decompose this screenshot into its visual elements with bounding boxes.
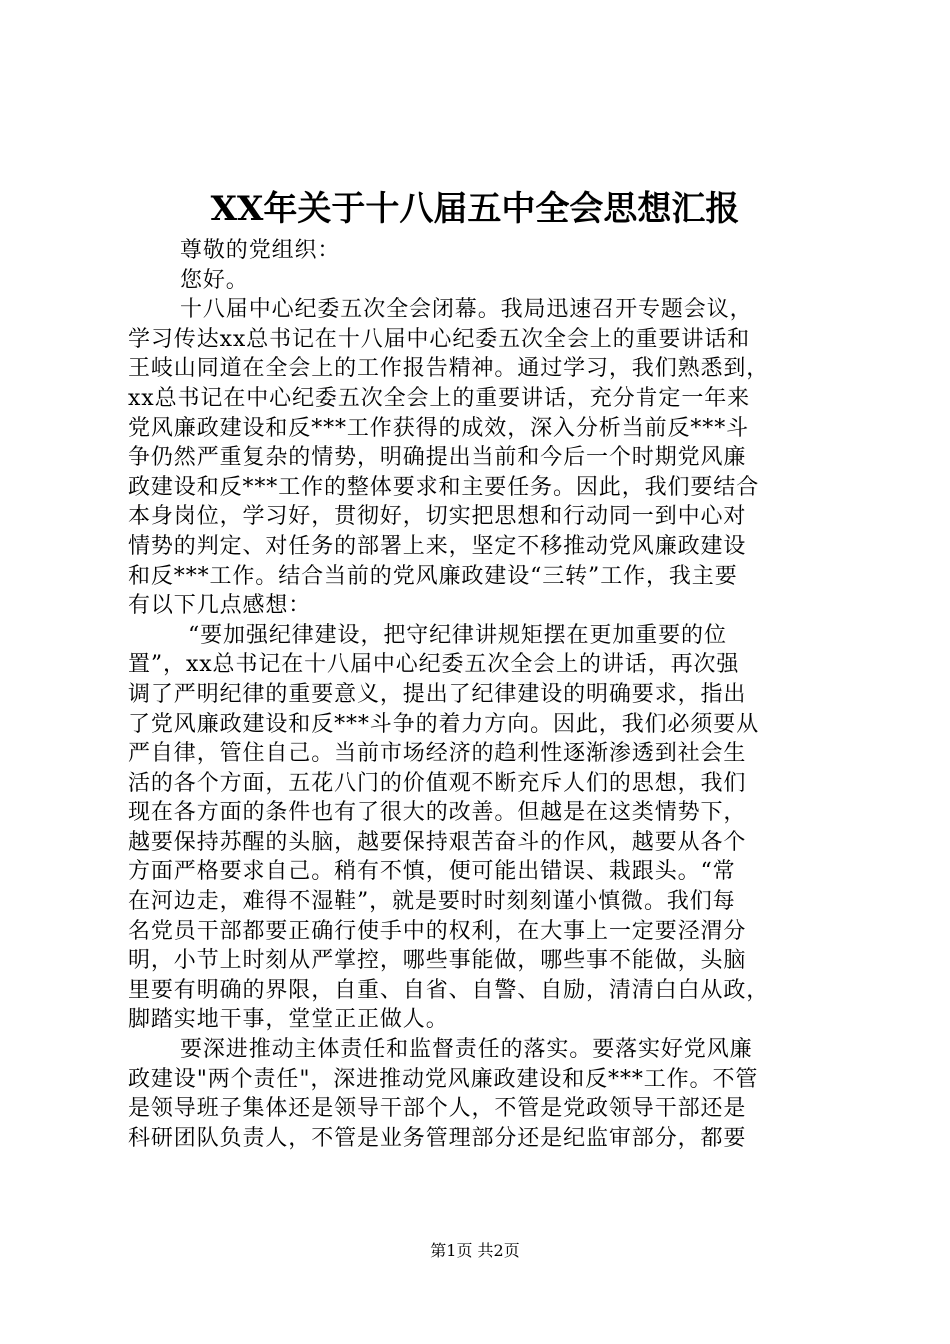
text-line: 王岐山同道在全会上的工作报告精神。通过学习，我们熟悉到， <box>128 356 770 382</box>
page-footer: 第1页 共2页 <box>430 1241 520 1260</box>
text-line: 了党风廉政建设和反***斗争的着力方向。因此，我们必须要从 <box>128 711 760 737</box>
text-line: 脚踏实地干事，堂堂正正做人。 <box>128 1007 449 1033</box>
document-body <box>128 236 830 1153</box>
text-line: 争仍然严重复杂的情势，明确提出当前和今后一个时期党风廉 <box>128 445 747 471</box>
text-line: 本身岗位，学习好，贯彻好，切实把思想和行动同一到中心对 <box>128 504 747 530</box>
document-title: XX年关于十八届五中全会思想汇报 <box>210 189 740 229</box>
text-line: 调了严明纪律的重要意义，提出了纪律建设的明确要求，指出 <box>128 681 747 707</box>
text-line: 名党员干部都要正确行使手中的权利，在大事上一定要泾渭分 <box>128 918 747 944</box>
text-line: 在河边走，难得不湿鞋”，就是要时时刻刻谨小慎微。我们每 <box>128 889 736 915</box>
text-line: xx总书记在中心纪委五次全会上的重要讲话，充分肯定一年来 <box>128 385 751 411</box>
text-line: 要深进推动主体责任和监督责任的落实。要落实好党风廉 <box>180 1037 753 1063</box>
text-line: 置”，xx总书记在十八届中心纪委五次全会上的讲话，再次强 <box>128 652 740 678</box>
text-line: 学习传达xx总书记在十八届中心纪委五次全会上的重要讲话和 <box>128 326 751 352</box>
paragraph <box>128 621 830 1035</box>
text-line: 严自律，管住自己。当前市场经济的趋利性逐渐渗透到社会生 <box>128 741 747 767</box>
paragraph <box>128 1035 830 1153</box>
text-line: “要加强纪律建设，把守纪律讲规矩摆在更加重要的位 <box>188 622 727 648</box>
text-line: 政建设和反***工作的整体要求和主要任务。因此，我们要结合 <box>128 474 760 500</box>
text-line: 明，小节上时刻从严掌控，哪些事能做，哪些事不能做，头脑 <box>128 948 747 974</box>
text-line: 活的各个方面，五花八门的价值观不断充斥人们的思想，我们 <box>128 770 747 796</box>
text-line: 越要保持苏醒的头脑，越要保持艰苦奋斗的作风，越要从各个 <box>128 829 747 855</box>
text-line: 有以下几点感想： <box>128 593 312 619</box>
text-line: 方面严格要求自己。稍有不慎，便可能出错误、栽跟头。“常 <box>128 859 736 885</box>
text-line: 政建设"两个责任"，深进推动党风廉政建设和反***工作。不管 <box>128 1066 759 1092</box>
text-line: 情势的判定、对任务的部署上来，坚定不移推动党风廉政建设 <box>128 533 747 559</box>
text-line: 党风廉政建设和反***工作获得的成效，深入分析当前反***斗 <box>128 415 750 441</box>
text-line: 十八届中心纪委五次全会闭幕。我局迅速召开专题会议， <box>180 297 753 323</box>
paragraph <box>128 295 830 621</box>
text-line: 现在各方面的条件也有了很大的改善。但越是在这类情势下， <box>128 800 747 826</box>
salutation: 尊敬的党组织： <box>180 238 341 263</box>
text-line: 和反***工作。结合当前的党风廉政建设“三转”工作，我主要 <box>128 563 738 589</box>
greeting: 您好。 <box>180 267 249 293</box>
text-line: 里要有明确的界限，自重、自省、自警、自励，清清白白从政， <box>128 977 770 1003</box>
text-line: 是领导班子集体还是领导干部个人，不管是党政领导干部还是 <box>128 1096 747 1122</box>
text-line: 科研团队负责人，不管是业务管理部分还是纪监审部分，都要 <box>128 1125 747 1151</box>
